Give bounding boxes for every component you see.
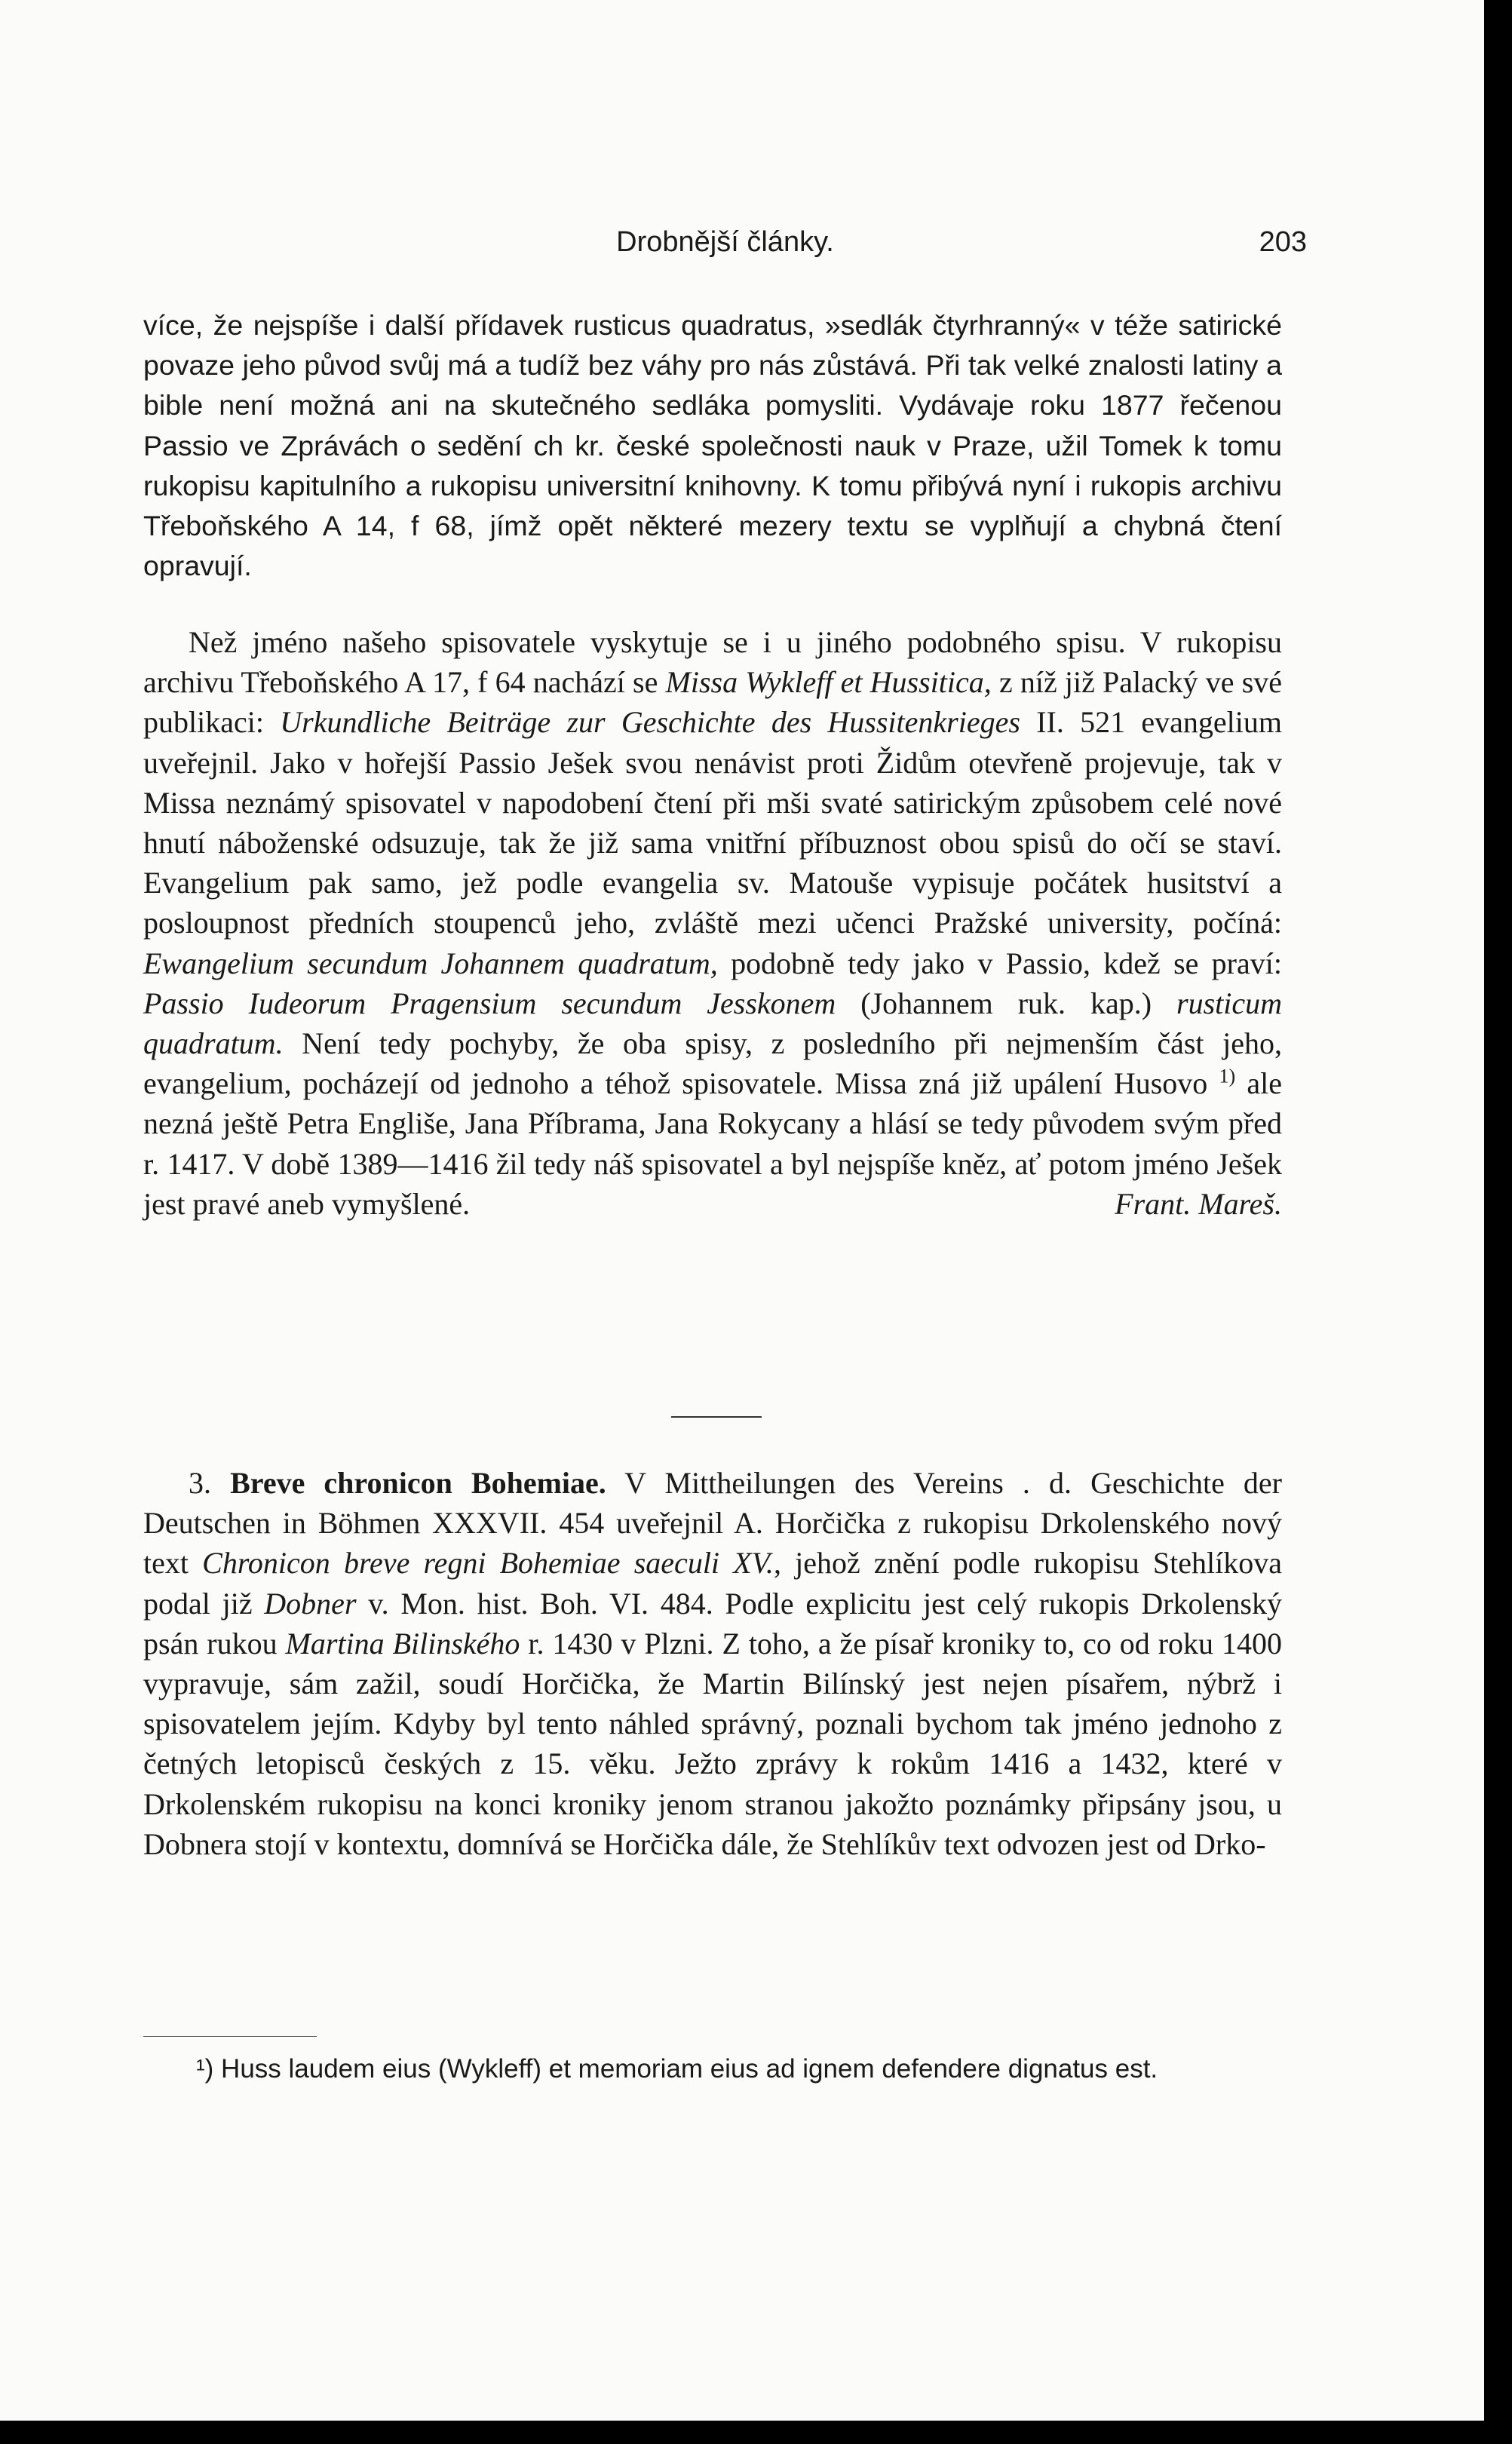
text-run: Není tedy pochyby, že oba spisy, z posledního při nejmenším část jeho, evangelium, pocházejí od jednoho a téhož spisovatele. Missa zná již upálení Husovo (143, 1026, 1282, 1101)
footnote-rule (143, 2036, 317, 2037)
running-header (143, 226, 1307, 271)
paragraph-1 (143, 305, 1282, 586)
text-run: z níž již Palacký ve své publikaci: (143, 665, 1283, 740)
italic-name-bilinsky: Martina Bilinského (285, 1626, 520, 1661)
header-title: Drobnější články. (616, 226, 834, 258)
italic-title-chronicon: Chronicon breve regni Bohemiae saeculi XV. (202, 1546, 774, 1581)
italic-title-urkundliche: Urkundliche Beiträge zur Geschichte des Hussitenkrieges (280, 705, 1020, 740)
text-run: r. 1430 v Plzni. Z toho, a že písař kroniky to, co od roku 1400 vypravuje, sám zažil, soudí Horčička, že Martin Bilínský jest nejen písařem, nýbrž i spisovatelem jejím. Kdyby byl tento náhled správný, poznali bychom tak jméno jednoho z četných letopisců českých z 15. věku. Ježto zprávy k rokům 1416 a 1432, které v Drkolenském rukopisu na konci kroniky jenom stranou jakožto poznámky připsány jsou, u Dobnera stojí v kontextu, domnívá se Horčička dále, že Stehlíkův text odvozen jest od Drko- (143, 1626, 1282, 1861)
paragraph-2 (143, 622, 1282, 1224)
section-divider (671, 1416, 762, 1418)
text-run: v. Mon. hist. Boh. VI. 484. Podle explicitu jest celý rukopis Drkolenský psán rukou (143, 1586, 1282, 1661)
italic-title-missa: Missa Wykleff et Hussitica, (665, 665, 992, 700)
text-run: ale nezná ještě Petra Engliše, Jana Příbrama, Jana Rokycany a hlásí se tedy původem svým před r. 1417. V době 1389—1416 žil tedy náš spisovatel a byl nejspíše kněz, ať potom jméno Ješek jest pravé aneb vymyšlené. (143, 1066, 1282, 1221)
italic-quote-ewangelium: Ewangelium secundum Johannem quadratum, (143, 946, 718, 980)
footnote-reference: 1) (1219, 1065, 1236, 1087)
footnote (143, 2051, 1282, 2087)
text-run: II. 521 evangelium uveřejnil. Jako v hořejší Passio Ješek svou nenávist proti Židům otevřeně projevuje, tak v Missa neznámý spisovatel v napodobení čtení při mši svaté satirickým způsobem celé nové hnutí náboženské odsuzuje, tak že již sama vnitřní příbuznost obou spisů do očí se staví. Evangelium pak samo, jež podle evangelia sv. Matouše vypisuje počátek husitství a posloupnost předních stoupenců jeho, zvláště mezi učenci Pražské university, počíná: (143, 705, 1282, 940)
section-3 (143, 1463, 1282, 1864)
text-run: podobně tedy jako v Passio, kdež se praví: (717, 946, 1282, 980)
text-run: V Mittheilungen des Vereins . d. Geschichte der Deutschen in Böhmen XXXVII. 454 uveřejnil A. Horčička z rukopisu Drkolenského nový text (143, 1466, 1283, 1581)
section-heading: Breve chronicon Bohemiae. (230, 1466, 606, 1500)
footnote-marker: ¹) (196, 2054, 214, 2084)
text-run: (Johannem ruk. kap.) (836, 986, 1176, 1020)
section-number: 3. (189, 1466, 211, 1500)
text-run: , jehož znění podle rukopisu Stehlíkova podal již (143, 1546, 1283, 1621)
paragraph-2-text (143, 622, 1282, 1224)
section-3-text (143, 1463, 1282, 1864)
page-number: 203 (1259, 226, 1307, 258)
footnote-body: Huss laudem eius (Wykleff) et memoriam eius ad ignem defendere dignatus est. (213, 2054, 1158, 2084)
italic-quote-rusticum: rusticum quadratum. (143, 986, 1282, 1061)
italic-name-dobner: Dobner (264, 1586, 357, 1621)
author-signature: Frant. Mareš. (1115, 1186, 1282, 1221)
paragraph-1-text: více, že nejspíše i další přídavek rusticus quadratus, »sedlák čtyrhranný« v téže satirické povaze jeho původ svůj má a tudíž bez váhy pro nás zůstává. Při tak velké znalosti latiny a bible není možná ani na skutečného sedláka pomysliti. Vydávaje roku 1877 řečenou Passio ve Zprávách o sedění ch kr. české společnosti nauk v Praze, užil Tomek k tomu rukopisu kapitulního a rukopisu universitní knihovny. K tomu přibývá nyní i rukopis archivu Třeboňského A 14, f 68, jímž opět některé mezery textu se vyplňují a chybná čtení opravují. (143, 309, 1282, 582)
text-run: Než jméno našeho spisovatele vyskytuje se i u jiného podobného spisu. V rukopisu archivu Třeboňského A 17, f 64 nachází se (143, 625, 1282, 700)
footnote-text (143, 2051, 1282, 2087)
italic-quote-passio: Passio Iudeorum Pragensium secundum Jesskonem (143, 986, 836, 1020)
